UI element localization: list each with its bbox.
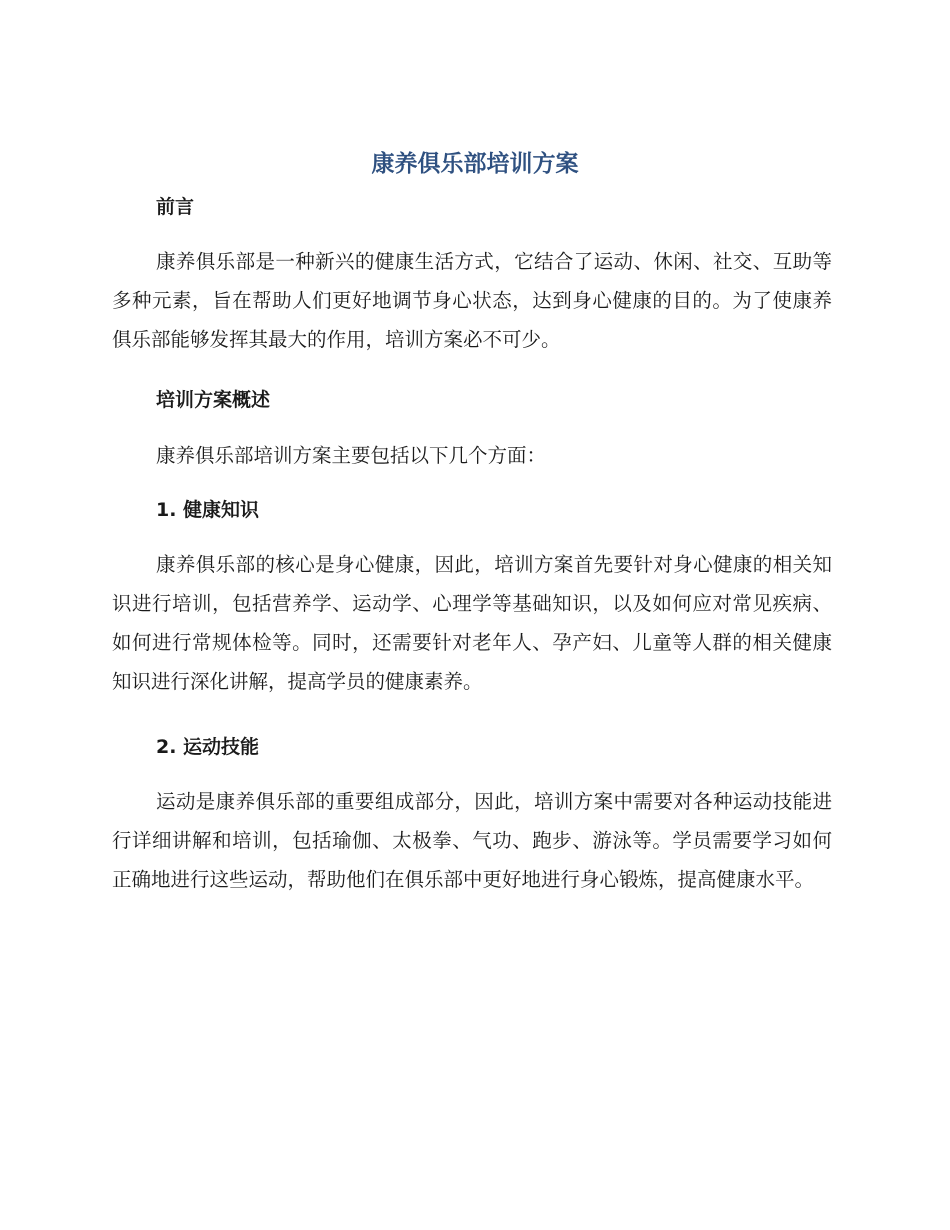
section-paragraph-sports-skills: 运动是康养俱乐部的重要组成部分，因此，培训方案中需要对各种运动技能进行详细讲解和培训，包括瑜伽、太极拳、气功、跑步、游泳等。学员需要学习如何正确地进行这些运动，帮助他们在俱乐部中更好地进行身心锻炼，提高健康水平。 <box>112 790 832 891</box>
section-heading-preface: 前言 <box>156 196 195 218</box>
section-heading-overview: 培训方案概述 <box>156 389 271 411</box>
section-paragraph-preface: 康养俱乐部是一种新兴的健康生活方式，它结合了运动、休闲、社交、互助等多种元素，旨在帮助人们更好地调节身心状态，达到身心健康的目的。为了使康养俱乐部能够发挥其最大的作用，培训方案必不可少。 <box>112 250 832 351</box>
section-heading-health-knowledge: 1. 健康知识 <box>156 499 260 521</box>
section-heading-sports-skills: 2. 运动技能 <box>156 736 260 758</box>
section-paragraph-overview: 康养俱乐部培训方案主要包括以下几个方面： <box>156 444 547 467</box>
section-paragraph-health-knowledge: 康养俱乐部的核心是身心健康，因此，培训方案首先要针对身心健康的相关知识进行培训，包括营养学、运动学、心理学等基础知识，以及如何应对常见疾病、如何进行常规体检等。同时，还需要针对老年人、孕产妇、儿童等人群的相关健康知识进行深化讲解，提高学员的健康素养。 <box>112 553 832 693</box>
document-title: 康养俱乐部培训方案 <box>371 151 579 177</box>
